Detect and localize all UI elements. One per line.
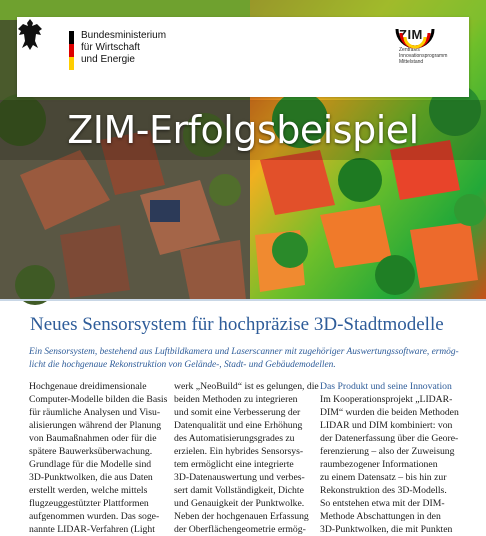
zim-logo: ZIM Zentrales Innovationsprogramm Mittelstand [395,27,455,91]
divider [0,299,486,301]
text-column-3: Das Produkt und seine Innovation Im Kooperationsprojekt „LIDAR- DIM“ wurden die beiden Methoden LIDAR und DIM kombiniert: von der Datenerfassung über die Geore- ferenzierung – also der Zuweisung raumbezogener Informationen zu einem Datensatz – bis hin zur Rekonstruktion des 3D-Modells. So entstehen etwa mit der DIM- Methode Abschattungen in den 3D-Punktwolken, die mit Punkten [320,381,459,535]
german-flag-stripe [69,31,74,70]
text-column-2: werk „NeoBuild“ ist es gelungen, die beiden Methoden zu integrieren und somit eine Verbesserung der Datenqualität und eine Erhöhung des Automatisierungsgrades zu erzielen. Ein hybrides Sensorsys- tem ermöglicht eine integrierte 3D-Datenauswertung und verbes- sert damit Vollständigkeit, Dichte und Genauigkeit der Punktwolke. Neben der hochgenauen Erfassung der Oberflächengeometrie ermög- [174,381,319,535]
ministry-name: Bundesministerium für Wirtschaft und Energie [81,30,167,65]
article-intro: Ein Sensorsystem, bestehend aus Luftbildkamera und Laserscanner mit zugehöriger Auswertungssoftware, ermög- licht die hochgenaue Rekonstruktion von Gelände-, Stadt- und Gebäudemodellen. [29,347,459,370]
zim-arc-icon [395,27,435,49]
logo-banner [17,17,469,97]
text-column-1: Hochgenaue dreidimensionale Computer-Modelle bilden die Basis für räumliche Analysen und Visu- alisierungen während der Planung von Baumaßnahmen oder für die spätere Bauwerksüberwachung. Grundlage für die Modelle sind 3D-Punktwolken, die aus Daten erstellt werden, welche mittels flugzeuggestützter Plattformen aufgenommen wurden. Das soge- nannte LIDAR-Verfahren (Light [29,381,168,535]
hero-title: ZIM-Erfolgsbeispiel [67,108,419,152]
article-title: Neues Sensorsystem für hochpräzise 3D-Stadtmodelle [30,314,444,335]
zim-logo-subtitle: Zentrales Innovationsprogramm Mittelstand [399,47,448,65]
federal-eagle-icon [17,17,43,51]
section-heading: Das Produkt und seine Innovation [320,381,452,392]
